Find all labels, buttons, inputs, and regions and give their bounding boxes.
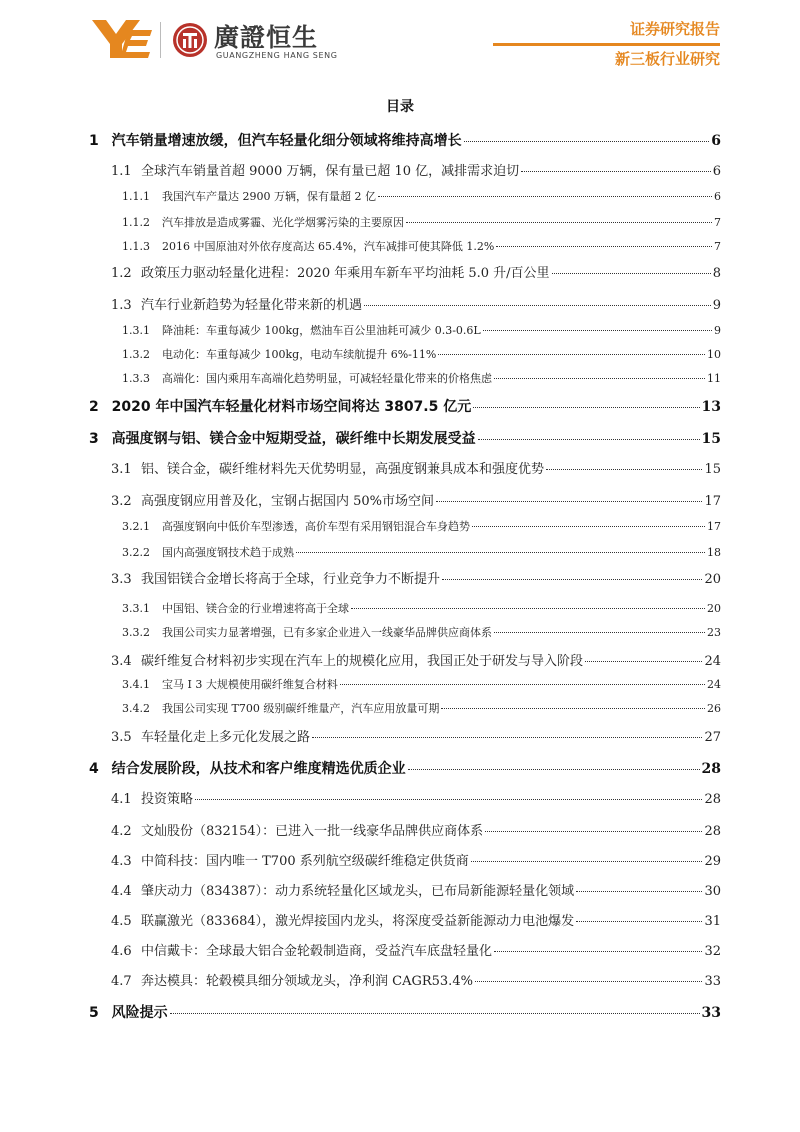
toc-entry-text: 2020 年中国汽车轻量化材料市场空间将达 3807.5 亿元 <box>111 399 472 415</box>
toc-entry-number: 4.6 <box>111 944 132 959</box>
toc-entry-number: 3.5 <box>111 730 132 745</box>
toc-entry-page: 8 <box>712 266 721 281</box>
toc-entry-page: 26 <box>707 702 721 715</box>
toc-entry-label <box>111 880 574 899</box>
toc-entry-text: 我国汽车产量达 2900 万辆，保有量超 2 亿 <box>162 190 376 203</box>
toc-entry-4-1[interactable] <box>111 788 721 807</box>
toc-entry-page: 33 <box>701 1005 721 1021</box>
toc-entry-1-3[interactable] <box>111 294 721 313</box>
toc-entry-number: 5 <box>89 1005 99 1021</box>
toc-leader-dots <box>438 354 705 355</box>
toc-leader-dots <box>496 246 712 247</box>
toc-entry-1-3-3[interactable] <box>122 370 721 386</box>
toc-entry-page: 7 <box>714 240 721 253</box>
toc-entry-3-1[interactable] <box>111 458 721 477</box>
toc-entry-label <box>122 238 494 254</box>
toc-entry-label <box>122 518 470 534</box>
toc-entry-page: 27 <box>704 730 721 745</box>
toc-leader-dots <box>473 407 699 408</box>
ye-logo-icon <box>92 18 152 60</box>
toc-entry-text: 奔达模具：轮毂模具细分领域龙头，净利润 CAGR53.4% <box>141 974 473 989</box>
toc-entry-text: 中信戴卡：全球最大铝合金轮毂制造商，受益汽车底盘轻量化 <box>141 944 493 959</box>
toc-entry-number: 4 <box>89 761 99 777</box>
toc-entry-3-4-2[interactable] <box>122 700 721 716</box>
toc-leader-dots <box>472 526 705 527</box>
toc-entry-page: 28 <box>704 824 721 839</box>
toc-entry-text: 联赢激光（833684），激光焊接国内龙头，将深度受益新能源动力电池爆发 <box>141 914 575 929</box>
toc-entry-page: 15 <box>701 431 721 447</box>
toc-entry-text: 高强度钢应用普及化，宝钢占据国内 50%市场空间 <box>141 494 435 509</box>
brand-name-en: GUANGZHENG HANG SENG <box>216 51 338 60</box>
toc-entry-3-3-1[interactable] <box>122 600 721 616</box>
toc-leader-dots <box>441 708 705 709</box>
toc-leader-dots <box>364 305 711 306</box>
toc-entry-label <box>122 624 492 640</box>
toc-entry-number: 1.3.2 <box>122 348 150 361</box>
toc-entry-page: 6 <box>711 133 721 149</box>
toc-entry-label <box>122 676 338 692</box>
toc-entry-page: 6 <box>714 190 721 203</box>
toc-entry-number: 3.3.2 <box>122 626 150 639</box>
toc-entry-text: 全球汽车销量首超 9000 万辆，保有量已超 10 亿，减排需求迫切 <box>141 164 520 179</box>
toc-leader-dots <box>442 579 702 580</box>
toc-entry-label <box>122 600 349 616</box>
toc-entry-label <box>111 726 310 745</box>
report-header <box>0 0 800 80</box>
toc-entry-5[interactable] <box>89 1002 721 1022</box>
toc-entry-1-2[interactable] <box>111 262 721 281</box>
toc-entry-page: 32 <box>704 944 721 959</box>
toc-entry-label <box>122 700 439 716</box>
logo-divider <box>160 22 161 58</box>
toc-entry-label <box>111 568 440 587</box>
toc-entry-number: 1.3 <box>111 298 132 313</box>
toc-leader-dots <box>521 171 711 172</box>
toc-entry-page: 7 <box>714 216 721 229</box>
toc-entry-page: 28 <box>704 792 721 807</box>
brand-name-cn: 廣證恒生 <box>214 23 319 52</box>
toc-entry-label <box>111 458 544 477</box>
toc-entry-label <box>111 910 574 929</box>
toc-leader-dots <box>296 552 705 553</box>
toc-entry-text: 我国公司实现 T700 级别碳纤维量产，汽车应用放量可期 <box>162 702 440 715</box>
toc-entry-text: 我国铝镁合金增长将高于全球，行业竞争力不断提升 <box>141 572 441 587</box>
toc-entry-text: 铝、镁合金，碳纤维材料先天优势明显，高强度钢兼具成本和强度优势 <box>141 462 545 477</box>
toc-entry-number: 4.4 <box>111 884 132 899</box>
toc-entry-3-3-2[interactable] <box>122 624 721 640</box>
toc-entry-text: 2016 中国原油对外依存度高达 65.4%，汽车减排可使其降低 1.2% <box>162 240 495 253</box>
toc-entry-page: 30 <box>704 884 721 899</box>
toc-leader-dots <box>170 1013 700 1014</box>
toc-entry-number: 3.4.1 <box>122 678 150 691</box>
toc-entry-text: 我国公司实力显著增强，已有多家企业进入一线豪华品牌供应商体系 <box>162 626 492 639</box>
toc-entry-1-3-2[interactable] <box>122 346 721 362</box>
toc-entry-text: 车轻量化走上多元化发展之路 <box>141 730 311 745</box>
toc-entry-3-5[interactable] <box>111 726 721 745</box>
toc-entry-number: 3.4.2 <box>122 702 150 715</box>
toc-entry-text: 汽车销量增速放缓，但汽车轻量化细分领域将维持高增长 <box>111 133 462 149</box>
toc-entry-text: 碳纤维复合材料初步实现在汽车上的规模化应用，我国正处于研发与导入阶段 <box>141 654 584 669</box>
toc-entry-page: 13 <box>701 399 721 415</box>
toc-entry-number: 4.1 <box>111 792 132 807</box>
toc-leader-dots <box>475 981 703 982</box>
toc-entry-label <box>111 294 362 313</box>
toc-entry-text: 中简科技：国内唯一 T700 系列航空级碳纤维稳定供货商 <box>141 854 469 869</box>
toc-entry-3-2-1[interactable] <box>122 518 721 534</box>
toc-leader-dots <box>483 330 712 331</box>
toc-leader-dots <box>552 273 711 274</box>
toc-leader-dots <box>408 769 700 770</box>
toc-entry-label <box>111 788 193 807</box>
toc-entry-4-4[interactable] <box>111 880 721 899</box>
toc-entry-text: 肇庆动力（834387）：动力系统轻量化区域龙头，已布局新能源轻量化领域 <box>141 884 575 899</box>
toc-entry-label <box>111 650 583 669</box>
toc-entry-4-3[interactable] <box>111 850 721 869</box>
toc-leader-dots <box>195 799 702 800</box>
toc-entry-text: 降油耗：车重每减少 100kg，燃油车百公里油耗可减少 0.3-0.6L <box>162 324 481 337</box>
toc-entry-label <box>89 396 471 416</box>
toc-entry-label <box>111 970 473 989</box>
toc-entry-label <box>111 160 519 179</box>
toc-entry-3-4-1[interactable] <box>122 676 721 692</box>
toc-entry-page: 31 <box>704 914 721 929</box>
toc-entry-text: 政策压力驱动轻量化进程：2020 年乘用车新车平均油耗 5.0 升/百公里 <box>141 266 550 281</box>
toc-entry-label <box>89 1002 168 1022</box>
toc-leader-dots <box>576 921 702 922</box>
toc-entry-page: 29 <box>704 854 721 869</box>
toc-entry-number: 3 <box>89 431 99 447</box>
toc-entry-1-3-1[interactable] <box>122 322 721 338</box>
toc-entry-text: 汽车行业新趋势为轻量化带来新的机遇 <box>141 298 363 313</box>
toc-entry-page: 15 <box>704 462 721 477</box>
toc-entry-4-2[interactable] <box>111 820 721 839</box>
toc-leader-dots <box>585 661 702 662</box>
toc-entry-number: 3.1 <box>111 462 132 477</box>
toc-entry-number: 1.1.2 <box>122 216 150 229</box>
toc-entry-text: 汽车排放是造成雾霾、光化学烟雾污染的主要原因 <box>162 216 404 229</box>
toc-entry-label <box>89 130 462 150</box>
header-rule <box>493 43 720 46</box>
report-type-block <box>630 18 720 39</box>
toc-entry-text: 文灿股份（832154）：已进入一批一线豪华品牌供应商体系 <box>141 824 484 839</box>
toc-entry-3-3[interactable] <box>111 568 721 587</box>
toc-entry-label <box>122 370 492 386</box>
toc-leader-dots <box>378 196 712 197</box>
toc-entry-1-1-1[interactable] <box>122 188 721 204</box>
toc-leader-dots <box>464 141 710 142</box>
red-seal-icon <box>172 22 208 58</box>
toc-entry-label <box>111 262 550 281</box>
toc-entry-text: 宝马 I 3 大规模使用碳纤维复合材料 <box>162 678 338 691</box>
toc-leader-dots <box>340 684 705 685</box>
toc-entry-number: 1.3.3 <box>122 372 150 385</box>
toc-leader-dots <box>546 469 702 470</box>
toc-entry-page: 24 <box>704 654 721 669</box>
toc-entry-4-7[interactable] <box>111 970 721 989</box>
toc-entry-label <box>122 188 376 204</box>
toc-entry-page: 24 <box>707 678 721 691</box>
toc-entry-page: 20 <box>707 602 721 615</box>
report-type: 证券研究报告 <box>629 20 720 38</box>
toc-entry-number: 1.1.1 <box>122 190 150 203</box>
toc-entry-label <box>89 428 476 448</box>
toc-entry-page: 18 <box>707 546 721 559</box>
toc-entry-3-4[interactable] <box>111 650 721 669</box>
toc-entry-1[interactable] <box>89 130 721 150</box>
report-sector: 新三板行业研究 <box>614 50 720 68</box>
toc-leader-dots <box>478 439 700 440</box>
toc-entry-label <box>111 850 469 869</box>
toc-entry-number: 3.2.1 <box>122 520 150 533</box>
toc-entry-3[interactable] <box>89 428 721 448</box>
toc-entry-number: 3.2 <box>111 494 132 509</box>
toc-entry-number: 4.3 <box>111 854 132 869</box>
toc-entry-number: 3.2.2 <box>122 546 150 559</box>
toc-entry-1-1-2[interactable] <box>122 214 721 230</box>
toc-entry-page: 17 <box>704 494 721 509</box>
toc-entry-label <box>122 322 481 338</box>
toc-entry-text: 投资策略 <box>141 792 194 807</box>
toc-entry-text: 高强度钢与铝、镁合金中短期受益，碳纤维中长期发展受益 <box>111 431 476 447</box>
toc-entry-number: 1.1 <box>111 164 132 179</box>
toc-entry-text: 中国铝、镁合金的行业增速将高于全球 <box>162 602 349 615</box>
toc-leader-dots <box>406 222 712 223</box>
toc-entry-page: 9 <box>712 298 721 313</box>
toc-entry-1-1-3[interactable] <box>122 238 721 254</box>
toc-entry-number: 1.1.3 <box>122 240 150 253</box>
toc-entry-number: 4.2 <box>111 824 132 839</box>
toc-entry-text: 高端化：国内乘用车高端化趋势明显，可减轻轻量化带来的价格焦虑 <box>162 372 492 385</box>
toc-entry-number: 1.2 <box>111 266 132 281</box>
toc-entry-number: 1.3.1 <box>122 324 150 337</box>
toc-entry-number: 3.3 <box>111 572 132 587</box>
toc-entry-page: 9 <box>714 324 721 337</box>
toc-entry-label <box>89 758 406 778</box>
toc-leader-dots <box>494 378 705 379</box>
toc-entry-page: 6 <box>712 164 721 179</box>
toc-entry-2[interactable] <box>89 396 721 416</box>
toc-entry-label <box>122 544 294 560</box>
toc-entry-text: 电动化：车重每减少 100kg，电动车续航提升 6%-11% <box>162 348 437 361</box>
toc-entry-page: 23 <box>707 626 721 639</box>
toc-entry-4-5[interactable] <box>111 910 721 929</box>
toc-leader-dots <box>436 501 702 502</box>
toc-leader-dots <box>576 891 702 892</box>
toc-entry-page: 11 <box>707 372 721 385</box>
toc-entry-label <box>122 346 436 362</box>
toc-entry-label <box>122 214 404 230</box>
toc-entry-number: 4.5 <box>111 914 132 929</box>
toc-entry-number: 3.4 <box>111 654 132 669</box>
toc-entry-page: 33 <box>704 974 721 989</box>
toc-entry-page: 28 <box>701 761 721 777</box>
toc-leader-dots <box>471 861 703 862</box>
toc-entry-4[interactable] <box>89 758 721 778</box>
toc-leader-dots <box>494 632 705 633</box>
toc-leader-dots <box>312 737 702 738</box>
toc-entry-label <box>111 490 434 509</box>
toc-entry-label <box>111 820 483 839</box>
toc-entry-page: 20 <box>704 572 721 587</box>
toc-leader-dots <box>351 608 705 609</box>
toc-entry-3-2-2[interactable] <box>122 544 721 560</box>
toc-entry-number: 1 <box>89 133 99 149</box>
toc-entry-text: 风险提示 <box>111 1005 168 1021</box>
toc-entry-page: 17 <box>707 520 721 533</box>
toc-title: 目录 <box>386 99 414 115</box>
toc-entry-number: 3.3.1 <box>122 602 150 615</box>
toc-leader-dots <box>485 831 702 832</box>
toc-entry-number: 2 <box>89 399 99 415</box>
toc-entry-text: 高强度钢向中低价车型渗透，高价车型有采用钢铝混合车身趋势 <box>162 520 470 533</box>
toc-entry-page: 10 <box>707 348 721 361</box>
toc-entry-1-1[interactable] <box>111 160 721 179</box>
toc-entry-label <box>111 940 492 959</box>
toc-entry-number: 4.7 <box>111 974 132 989</box>
toc-entry-3-2[interactable] <box>111 490 721 509</box>
toc-entry-text: 国内高强度钢技术趋于成熟 <box>162 546 294 559</box>
toc-entry-4-6[interactable] <box>111 940 721 959</box>
toc-entry-text: 结合发展阶段，从技术和客户维度精选优质企业 <box>111 761 406 777</box>
toc-leader-dots <box>494 951 702 952</box>
